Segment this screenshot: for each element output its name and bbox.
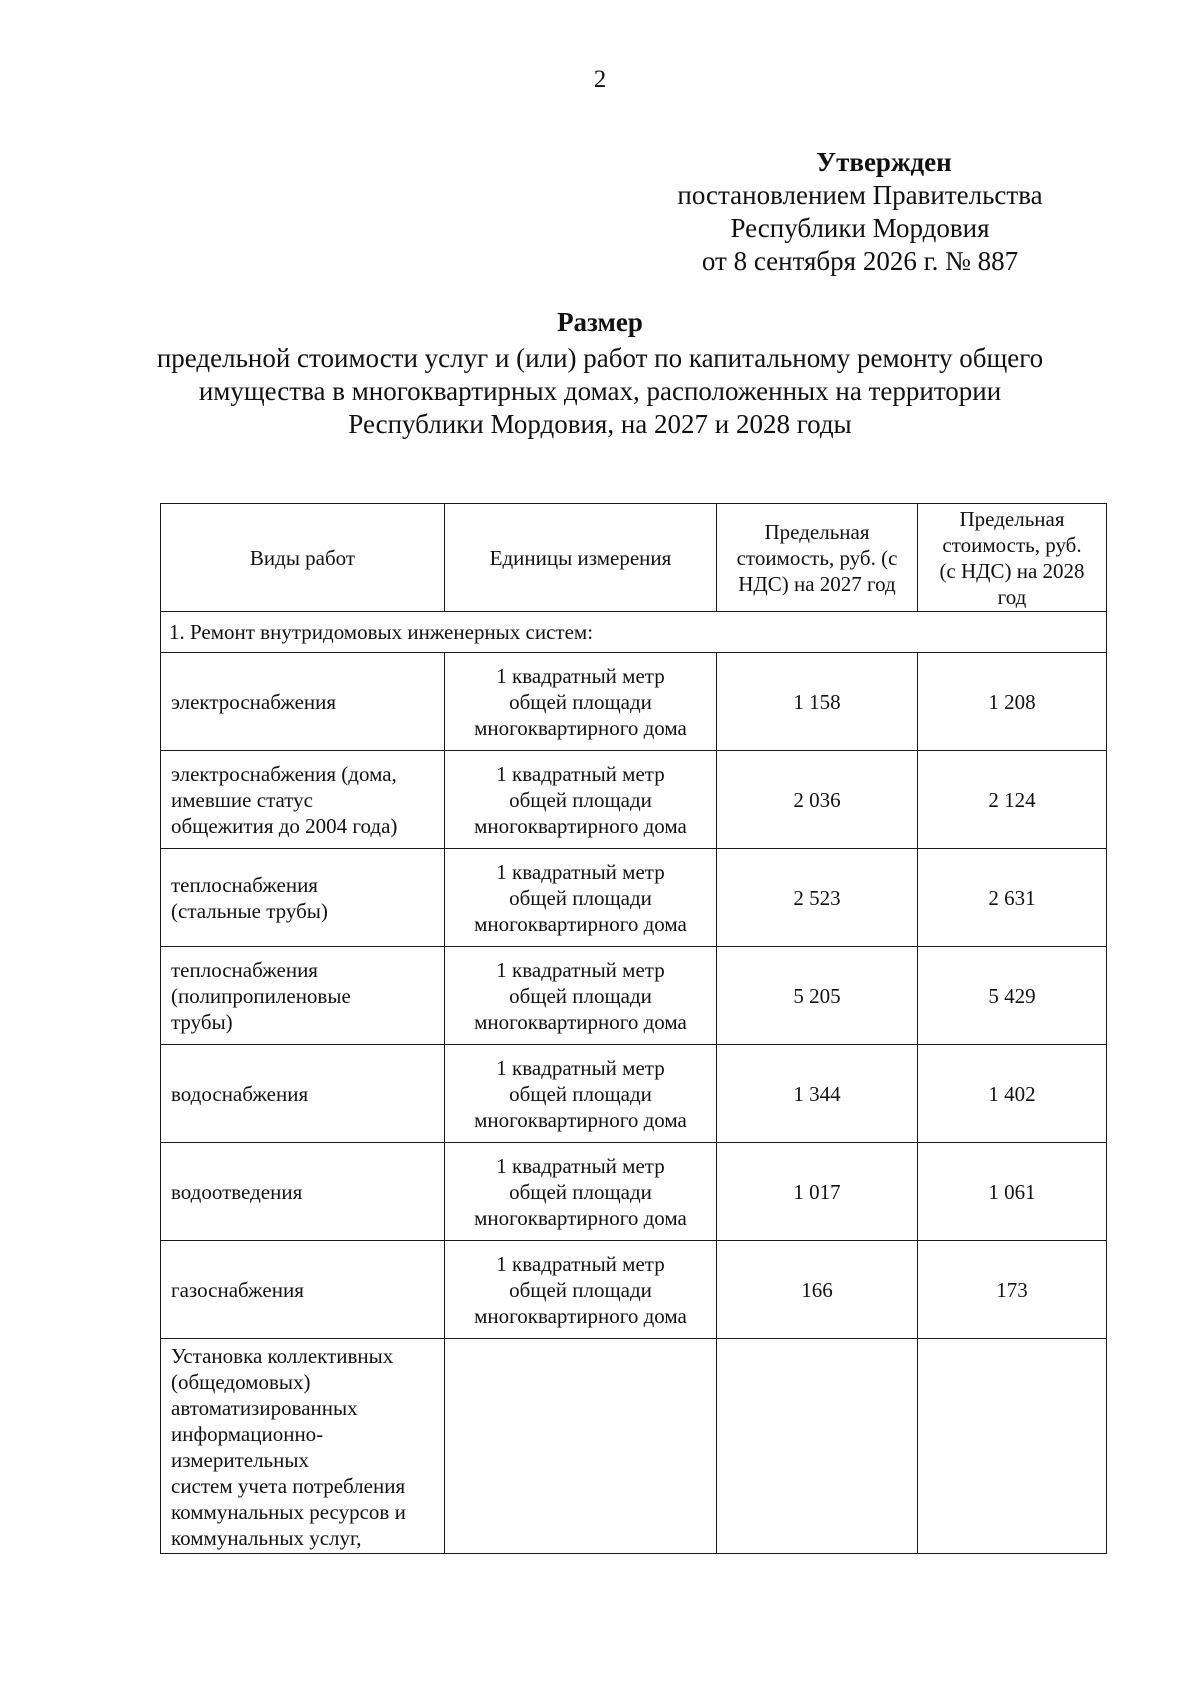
price-2028-cell xyxy=(918,1339,1107,1554)
table-row xyxy=(161,653,1107,751)
header-price-2027: Предельная стоимость, руб. (с НДС) на 2027 год xyxy=(717,504,918,612)
unit-cell: 1 квадратный метр общей площади многоквартирного дома xyxy=(445,849,717,947)
table-row xyxy=(161,1339,1107,1554)
work-type-cell: электроснабжения (дома, имевшие статус общежития до 2004 года) xyxy=(161,751,445,849)
price-2028-cell: 5 429 xyxy=(918,947,1107,1045)
price-table xyxy=(160,503,1107,1554)
work-type-cell: электроснабжения xyxy=(161,653,445,751)
price-2028-cell: 1 061 xyxy=(918,1143,1107,1241)
price-2027-cell: 5 205 xyxy=(717,947,918,1045)
approval-line-1: постановлением Правительства xyxy=(677,180,1043,210)
work-type-cell: теплоснабжения (полипропиленовые трубы) xyxy=(161,947,445,1045)
work-type-cell: газоснабжения xyxy=(161,1241,445,1339)
table-row xyxy=(161,1143,1107,1241)
unit-cell: 1 квадратный метр общей площади многоквартирного дома xyxy=(445,1143,717,1241)
title-line-2: имущества в многоквартирных домах, расположенных на территории xyxy=(198,376,1002,406)
price-2027-cell: 1 158 xyxy=(717,653,918,751)
page-number: 2 xyxy=(593,66,607,93)
unit-cell: 1 квадратный метр общей площади многоквартирного дома xyxy=(445,1241,717,1339)
price-2027-cell: 1 017 xyxy=(717,1143,918,1241)
section-row xyxy=(161,612,1107,653)
header-work-type: Виды работ xyxy=(161,504,445,612)
price-2028-cell: 173 xyxy=(918,1241,1107,1339)
approval-heading: Утвержден xyxy=(816,147,952,177)
title-heading: Размер xyxy=(557,307,643,337)
price-2028-cell: 2 124 xyxy=(918,751,1107,849)
unit-cell: 1 квадратный метр общей площади многоквартирного дома xyxy=(445,653,717,751)
section-heading: 1. Ремонт внутридомовых инженерных систем: xyxy=(161,612,1107,653)
table-row xyxy=(161,1241,1107,1339)
table-row xyxy=(161,1045,1107,1143)
title-line-1: предельной стоимости услуг и (или) работ по капитальному ремонту общего xyxy=(156,343,1044,373)
work-type-cell: водоснабжения xyxy=(161,1045,445,1143)
price-2027-cell xyxy=(717,1339,918,1554)
approval-line-3: от 8 сентября 2026 г. № 887 xyxy=(701,246,1019,276)
unit-cell: 1 квадратный метр общей площади многоквартирного дома xyxy=(445,1045,717,1143)
work-type-cell: водоотведения xyxy=(161,1143,445,1241)
price-2027-cell: 1 344 xyxy=(717,1045,918,1143)
approval-line-2: Республики Мордовия xyxy=(730,213,990,243)
table-header-row xyxy=(161,504,1107,612)
unit-cell: 1 квадратный метр общей площади многоквартирного дома xyxy=(445,947,717,1045)
price-2028-cell: 1 208 xyxy=(918,653,1107,751)
price-2027-cell: 2 523 xyxy=(717,849,918,947)
price-2028-cell: 2 631 xyxy=(918,849,1107,947)
unit-cell xyxy=(445,1339,717,1554)
header-price-2028: Предельная стоимость, руб. (с НДС) на 2028 год xyxy=(918,504,1107,612)
document-title xyxy=(100,306,1100,441)
header-unit: Единицы измерения xyxy=(445,504,717,612)
unit-cell: 1 квадратный метр общей площади многоквартирного дома xyxy=(445,751,717,849)
price-2027-cell: 166 xyxy=(717,1241,918,1339)
table-row xyxy=(161,751,1107,849)
work-type-cell: теплоснабжения (стальные трубы) xyxy=(161,849,445,947)
approval-block xyxy=(640,146,1080,278)
work-type-cell: Установка коллективных (общедомовых) автоматизированных информационно- измерительных систем учета потребления коммунальных ресурсов и коммунальных услуг, xyxy=(161,1339,445,1554)
table-row xyxy=(161,947,1107,1045)
price-2027-cell: 2 036 xyxy=(717,751,918,849)
title-line-3: Республики Мордовия, на 2027 и 2028 годы xyxy=(348,409,852,439)
price-2028-cell: 1 402 xyxy=(918,1045,1107,1143)
table-row xyxy=(161,849,1107,947)
